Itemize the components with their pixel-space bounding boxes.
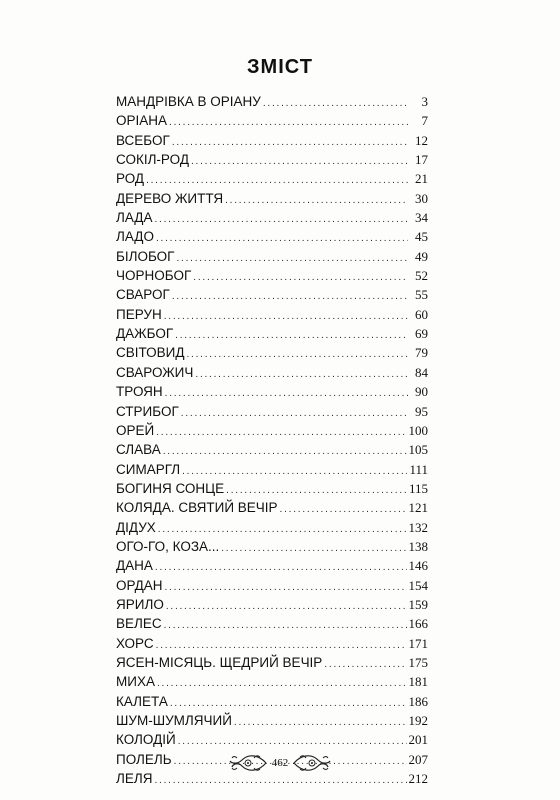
toc-entry-title: ЛАДО xyxy=(116,229,154,245)
toc-entry xyxy=(116,462,428,481)
toc-entry xyxy=(116,113,428,132)
toc-entry-page: 45 xyxy=(415,229,428,245)
toc-entry-page: 84 xyxy=(415,364,428,380)
page-title: ЗМІСТ xyxy=(247,56,313,78)
toc-entry-title: ОРДАН xyxy=(116,577,163,593)
toc-entry xyxy=(116,210,428,229)
toc-entry xyxy=(116,287,428,306)
toc-entry-page: 171 xyxy=(408,635,428,651)
toc-entry-title: ЯСЕН-МІСЯЦЬ. ЩЕДРИЙ ВЕЧІР xyxy=(116,654,323,670)
toc-leader-dots xyxy=(157,678,407,689)
toc-leader-dots xyxy=(163,446,407,457)
toc-entry-page: 121 xyxy=(408,500,428,516)
floral-ornament-icon xyxy=(292,752,332,774)
toc-entry-title: КОЛОДІЙ xyxy=(116,732,176,748)
toc-leader-dots xyxy=(156,640,407,651)
toc-entry-page: 192 xyxy=(408,713,428,728)
toc-entry-page: 201 xyxy=(408,732,428,748)
page-footer xyxy=(0,752,560,774)
toc-entry-title: ДЕРЕВО ЖИТТЯ xyxy=(116,190,224,206)
toc-entry-page: 69 xyxy=(415,326,428,342)
toc-entry xyxy=(116,171,428,190)
toc-entry-title: ВЕЛЕС xyxy=(116,616,162,632)
toc-entry-page: 7 xyxy=(421,113,428,129)
toc-leader-dots xyxy=(324,659,406,670)
toc-entry xyxy=(116,365,428,384)
toc-leader-dots xyxy=(178,736,407,747)
toc-entry xyxy=(116,249,428,268)
toc-entry xyxy=(116,442,428,461)
toc-entry-title: ОРЕЙ xyxy=(116,422,155,438)
toc-entry-page: 95 xyxy=(415,403,428,419)
toc-entry-title: ОРІАНА xyxy=(116,113,168,129)
toc-entry xyxy=(116,481,428,500)
toc-entry xyxy=(116,326,428,345)
toc-entry-title: ЧОРНОБОГ xyxy=(116,268,192,284)
toc-leader-dots xyxy=(280,504,407,515)
toc-entry-page: 207 xyxy=(408,751,428,767)
toc-entry-page: 154 xyxy=(408,577,428,593)
toc-entry-title: МИХА xyxy=(116,674,155,690)
toc-entry-title: ХОРС xyxy=(116,635,154,651)
toc-leader-dots xyxy=(158,524,407,535)
floral-ornament-icon xyxy=(228,752,268,774)
toc-entry-title: РОД xyxy=(116,171,145,187)
toc-entry-title: ТРОЯН xyxy=(116,384,163,400)
toc-entry-page: 90 xyxy=(415,384,428,400)
toc-entry-title: КОЛЯДА. СВЯТИЙ ВЕЧІР xyxy=(116,500,278,516)
toc-leader-dots xyxy=(155,562,407,573)
toc-entry-title: ПЕРУН xyxy=(116,306,162,322)
toc-entry-page: 138 xyxy=(408,538,428,554)
toc-leader-dots xyxy=(172,291,408,302)
toc-leader-dots xyxy=(182,466,407,477)
table-of-contents xyxy=(116,94,428,790)
toc-entry-title: ДІДУХ xyxy=(116,519,156,535)
toc-entry-page: 21 xyxy=(415,171,428,187)
toc-entry xyxy=(116,384,428,403)
toc-entry xyxy=(116,500,428,519)
toc-entry xyxy=(116,423,428,442)
toc-leader-dots xyxy=(156,427,406,438)
toc-leader-dots xyxy=(193,272,408,283)
toc-entry xyxy=(116,674,428,693)
toc-entry-title: СВАРОЖИЧ xyxy=(116,364,194,380)
toc-leader-dots xyxy=(169,117,408,128)
toc-entry xyxy=(116,694,428,713)
toc-leader-dots xyxy=(170,698,407,709)
toc-entry-page: 146 xyxy=(408,558,428,574)
toc-entry-page: 166 xyxy=(408,616,428,632)
toc-entry-title: КАЛЕТА xyxy=(116,693,168,709)
page-number: 462 xyxy=(271,757,289,769)
toc-entry-title: ОГО-ГО, КОЗА... xyxy=(116,538,220,554)
toc-entry-title: МАНДРІВКА В ОРІАНУ xyxy=(116,94,261,109)
toc-entry-page: 17 xyxy=(415,152,428,168)
toc-entry-page: 60 xyxy=(415,306,428,322)
toc-leader-dots xyxy=(225,195,408,206)
toc-entry xyxy=(116,636,428,655)
toc-entry xyxy=(116,558,428,577)
toc-leader-dots xyxy=(156,233,408,244)
toc-entry xyxy=(116,268,428,287)
toc-leader-dots xyxy=(146,175,408,186)
toc-entry-page: 132 xyxy=(408,519,428,535)
toc-entry-title: ПОЛЕЛЬ xyxy=(116,751,172,767)
toc-entry xyxy=(116,539,428,558)
toc-entry-title: ВСЕБОГ xyxy=(116,132,170,148)
toc-entry-page: 52 xyxy=(415,268,428,284)
toc-entry-page: 49 xyxy=(415,248,428,264)
toc-entry-page: 3 xyxy=(421,94,428,109)
toc-entry-page: 159 xyxy=(408,596,428,612)
toc-entry xyxy=(116,133,428,152)
toc-leader-dots xyxy=(177,253,409,264)
toc-entry-title: ШУМ-ШУМЛЯЧИЙ xyxy=(116,713,232,728)
toc-entry-page: 111 xyxy=(409,461,428,477)
toc-entry xyxy=(116,191,428,210)
toc-leader-dots xyxy=(154,775,406,786)
toc-entry-page: 12 xyxy=(415,132,428,148)
toc-entry-title: ЯРИЛО xyxy=(116,596,164,612)
toc-leader-dots xyxy=(164,311,408,322)
toc-entry-title: СВАРОГ xyxy=(116,287,170,303)
toc-entry xyxy=(116,94,428,113)
toc-entry-title: СОКІЛ-РОД xyxy=(116,152,189,168)
toc-entry-title: СВІТОВИД xyxy=(116,345,185,361)
toc-leader-dots xyxy=(263,98,408,109)
toc-entry xyxy=(116,578,428,597)
toc-entry-page: 181 xyxy=(408,674,428,690)
toc-entry xyxy=(116,732,428,751)
toc-leader-dots xyxy=(187,349,409,360)
toc-entry-page: 186 xyxy=(408,693,428,709)
toc-leader-dots xyxy=(181,408,408,419)
toc-leader-dots xyxy=(226,485,407,496)
toc-entry xyxy=(116,307,428,326)
toc-entry xyxy=(116,404,428,423)
toc-entry xyxy=(116,520,428,539)
toc-entry-page: 55 xyxy=(415,287,428,303)
toc-leader-dots xyxy=(191,156,408,167)
toc-entry xyxy=(116,152,428,171)
toc-entry xyxy=(116,616,428,635)
toc-entry xyxy=(116,229,428,248)
toc-entry-page: 34 xyxy=(415,210,428,226)
toc-entry-page: 79 xyxy=(415,345,428,361)
toc-leader-dots xyxy=(234,717,407,728)
toc-entry-page: 105 xyxy=(408,442,428,458)
toc-leader-dots xyxy=(165,388,408,399)
toc-leader-dots xyxy=(221,543,406,554)
toc-leader-dots xyxy=(166,601,407,612)
toc-entry-title: ЛЕЛЯ xyxy=(116,771,153,787)
toc-entry-page: 115 xyxy=(408,480,428,496)
toc-entry xyxy=(116,713,428,732)
toc-leader-dots xyxy=(175,330,408,341)
toc-leader-dots xyxy=(195,369,408,380)
toc-entry-title: СТРИБОГ xyxy=(116,403,179,419)
toc-entry-title: ЛАДА xyxy=(116,210,153,226)
toc-leader-dots xyxy=(172,137,408,148)
toc-leader-dots xyxy=(164,620,407,631)
toc-entry-page: 212 xyxy=(408,771,428,787)
toc-entry-title: ДАЖБОГ xyxy=(116,326,174,342)
toc-entry-page: 100 xyxy=(408,422,428,438)
toc-entry-title: ДАНА xyxy=(116,558,153,574)
toc-entry-page: 175 xyxy=(408,654,428,670)
toc-leader-dots xyxy=(154,214,408,225)
toc-entry-title: СЛАВА xyxy=(116,442,161,458)
toc-leader-dots xyxy=(165,582,407,593)
toc-entry-title: БІЛОБОГ xyxy=(116,248,175,264)
toc-entry-title: СИМАРГЛ xyxy=(116,461,181,477)
toc-entry xyxy=(116,345,428,364)
toc-entry xyxy=(116,597,428,616)
toc-entry-title: БОГИНЯ СОНЦЕ xyxy=(116,480,225,496)
toc-entry xyxy=(116,655,428,674)
toc-entry-page: 30 xyxy=(415,190,428,206)
